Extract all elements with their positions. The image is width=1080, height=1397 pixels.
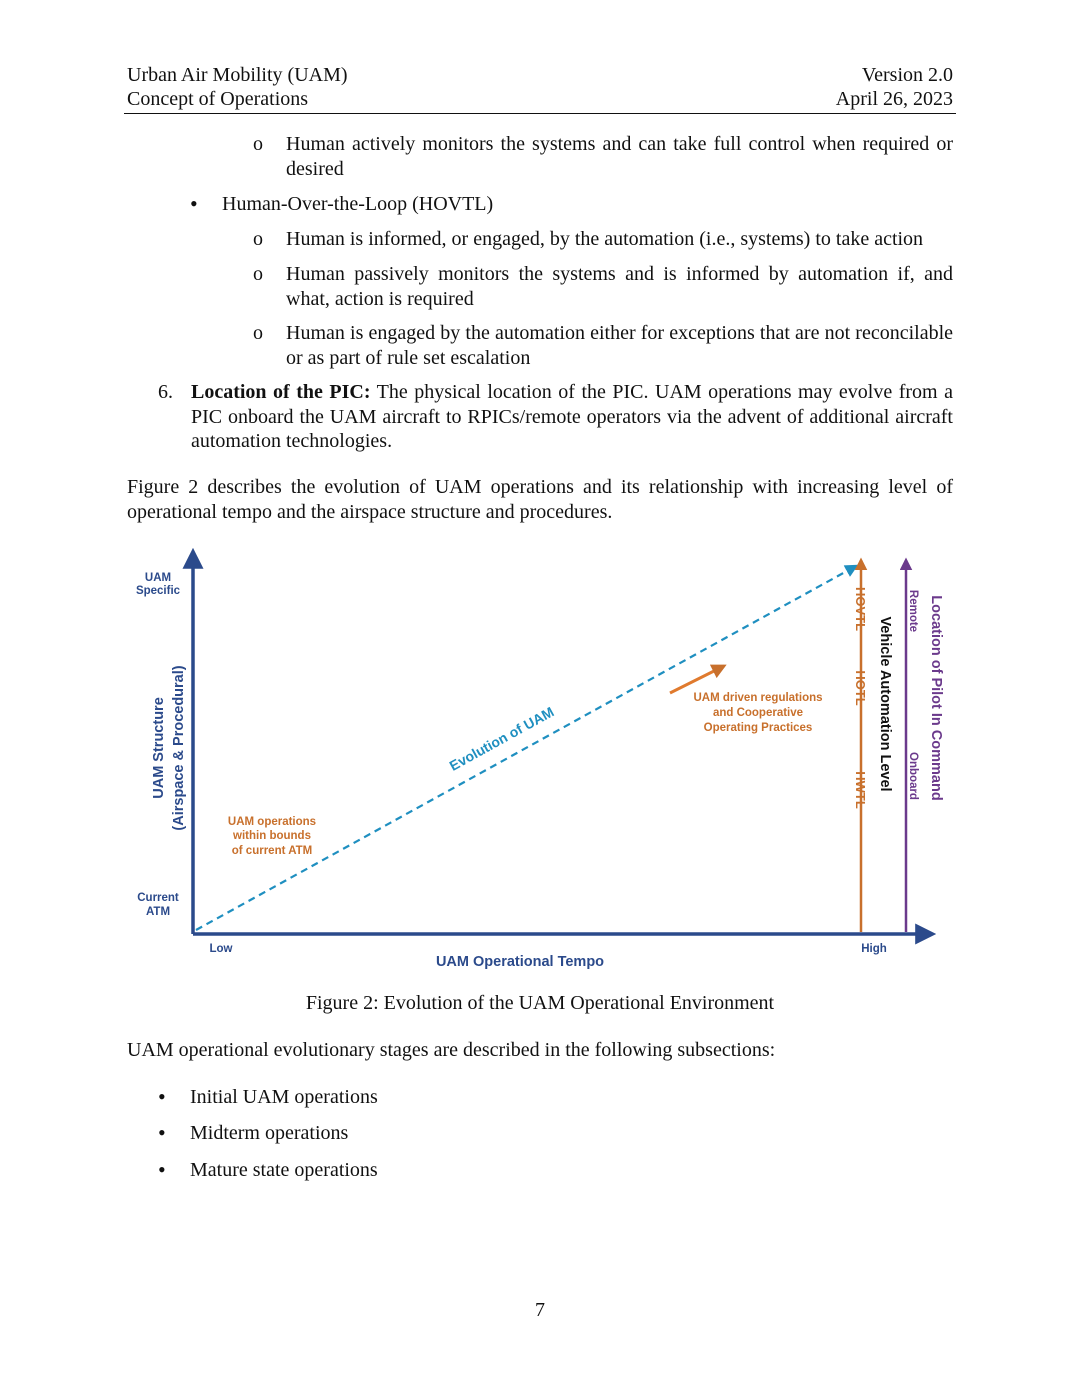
list-item-hovtl: Human-Over-the-Loop (HOVTL): [222, 193, 494, 215]
sub-bullet-marker: o: [253, 322, 263, 344]
right-note-3: Operating Practices: [703, 722, 813, 734]
left-note-2: within bounds: [233, 830, 311, 842]
left-note-3: of current ATM: [231, 845, 313, 857]
intro-paragraph: Figure 2 describes the evolution of UAM operations and its relationship with increasing level of operational tempo and the airspace structure and procedures.: [127, 476, 953, 523]
sub-bullet-marker: o: [253, 263, 263, 285]
evolution-line: [196, 566, 856, 930]
bullet-marker: •: [158, 1120, 166, 1145]
left-note-1: UAM operations: [227, 816, 317, 828]
list-number: 6.: [158, 381, 173, 403]
x-low-label: Low: [209, 943, 233, 955]
y-top-label-2: Specific: [135, 585, 181, 597]
list-item: Human is engaged by the automation either for exceptions that are not reconcilable or as part of rule set escalation: [286, 322, 953, 369]
y-bottom-label-2: ATM: [145, 906, 171, 918]
doc-version: Version 2.0: [861, 64, 953, 86]
sub-bullet-marker: o: [253, 133, 263, 155]
automation-hotl: HOTL: [853, 670, 868, 706]
list-item: Mature state operations: [190, 1159, 378, 1181]
stages-intro: UAM operational evolutionary stages are described in the following subsections:: [127, 1039, 776, 1061]
doc-subtitle: Concept of Operations: [127, 88, 309, 110]
list-item: Initial UAM operations: [190, 1086, 378, 1108]
y-bottom-label-1: Current: [137, 892, 179, 904]
evolution-label: Evolution of UAM: [446, 703, 557, 774]
bullet-marker: •: [190, 191, 198, 216]
right-note-1: UAM driven regulations: [693, 692, 823, 704]
regulation-arrow: [670, 666, 724, 693]
list-item: Midterm operations: [190, 1122, 349, 1144]
y-top-label-1: UAM: [144, 572, 172, 584]
figure-caption: Figure 2: Evolution of the UAM Operational Environment: [305, 992, 775, 1014]
automation-hovtl: HOVTL: [853, 586, 868, 632]
automation-hwtl: HWTL: [853, 771, 868, 809]
pic-onboard: Onboard: [907, 752, 919, 800]
sub-bullet-marker: o: [253, 228, 263, 250]
list-item: Human passively monitors the systems and is informed by automation if, and what, action is required: [286, 263, 953, 310]
doc-date: April 26, 2023: [835, 88, 953, 110]
page-number: 7: [535, 1299, 545, 1321]
list-item: Human actively monitors the systems and can take full control when required or desired: [286, 133, 953, 180]
bullet-marker: •: [158, 1084, 166, 1109]
x-axis-title: UAM Operational Tempo: [435, 954, 605, 970]
list-item: Human is informed, or engaged, by the automation (i.e., systems) to take action: [286, 228, 924, 250]
doc-title: Urban Air Mobility (UAM): [127, 64, 348, 86]
pic-remote: Remote: [907, 589, 919, 633]
automation-axis-title: Vehicle Automation Level: [877, 616, 893, 792]
pic-axis-title: Location of Pilot In Command: [928, 595, 944, 801]
item6-text: The physical location of the PIC. UAM operations may evolve from a PIC onboard the UAM aircraft to RPICs/remote operators via the advent of additional aircraft automation technologies.: [191, 381, 953, 452]
y-axis-title-2: (Airspace & Procedural): [171, 665, 187, 831]
bullet-marker: •: [158, 1157, 166, 1182]
right-note-2: and Cooperative: [712, 707, 804, 719]
x-high-label: High: [861, 943, 887, 955]
y-axis-title-1: UAM Structure: [151, 697, 167, 799]
item6-bold: Location of the PIC:: [191, 381, 371, 403]
